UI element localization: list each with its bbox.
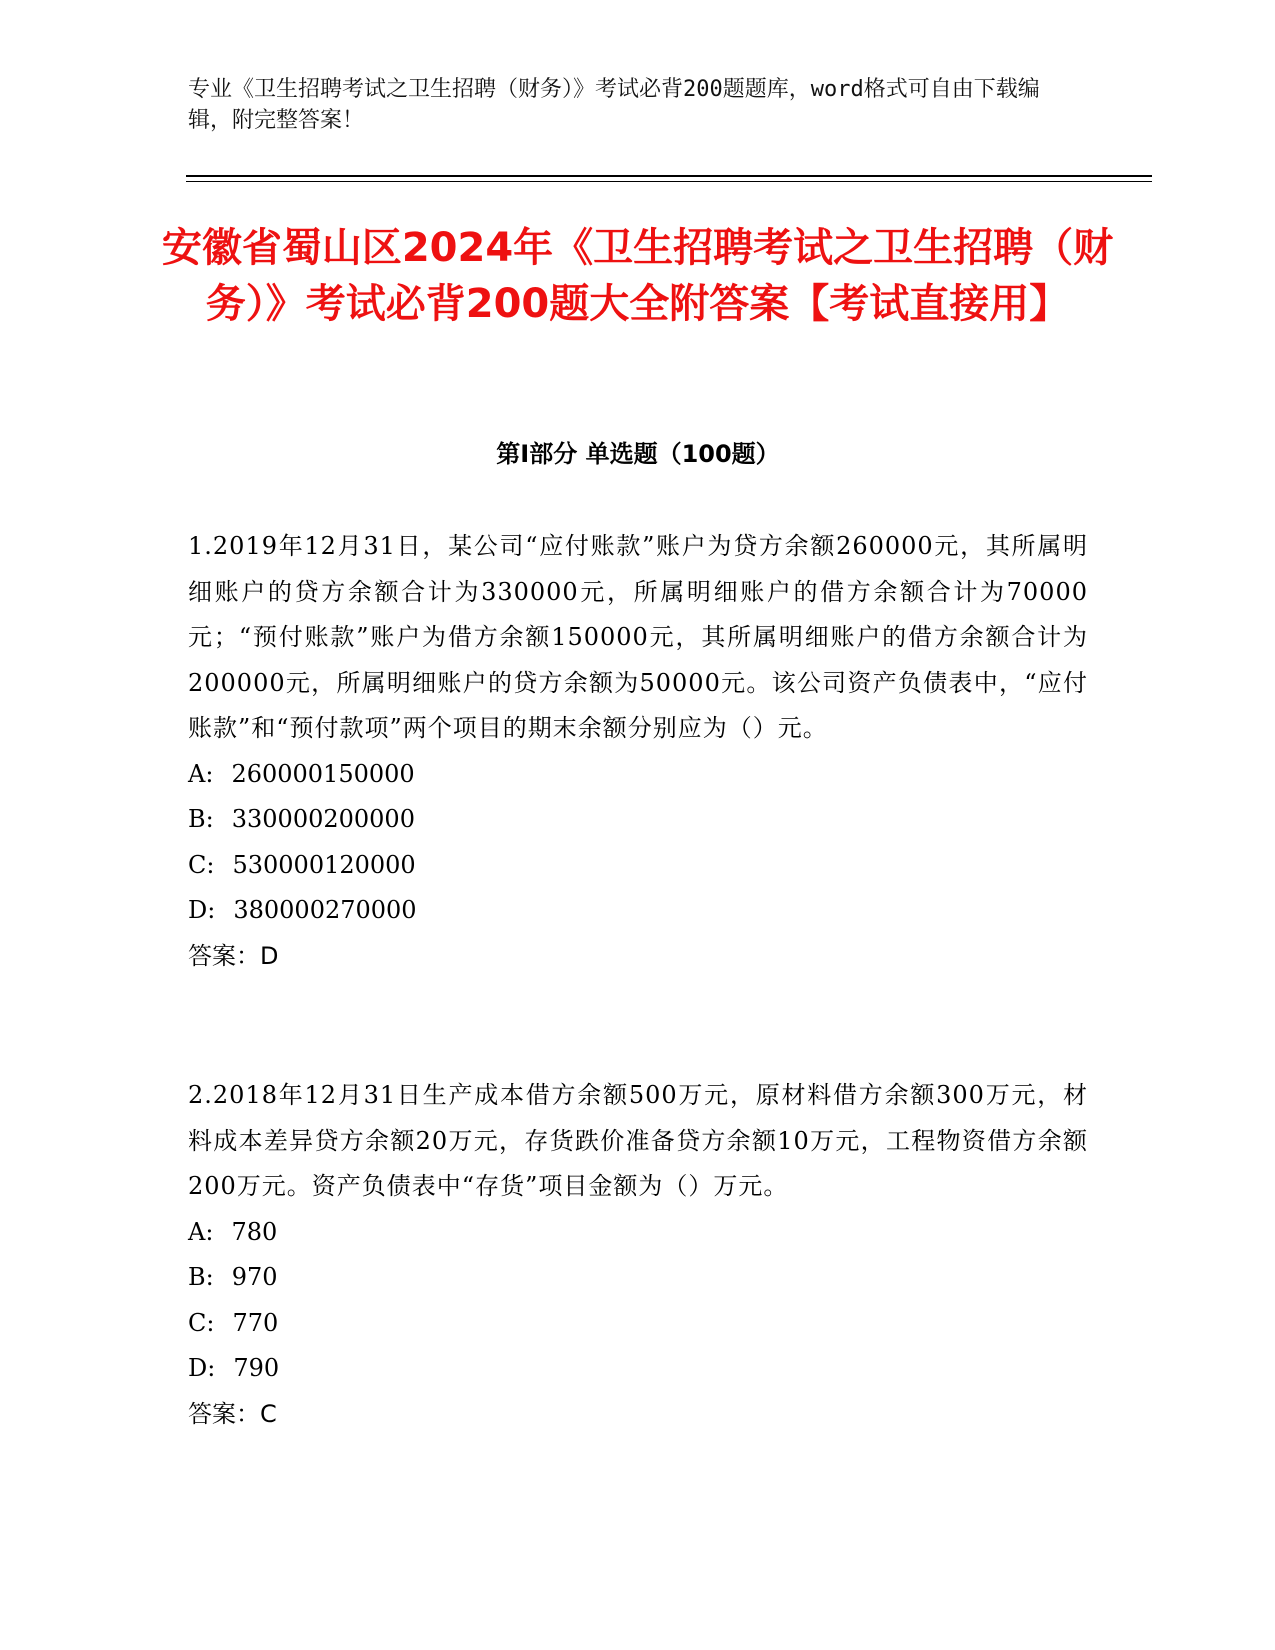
option-sep: :: [205, 805, 214, 833]
option-sep: :: [207, 1354, 216, 1382]
option-key: B: [188, 1263, 206, 1291]
option-d: [188, 888, 1088, 934]
option-sep: :: [205, 759, 214, 788]
option-key: C: [188, 1308, 207, 1337]
option-sep: :: [207, 896, 216, 924]
question-stem: 1.2019年12月31日，某公司“应付账款”账户为贷方余额260000元，其所属明细账户的贷方余额合计为330000元，所属明细账户的借方余额合计为70000元；“预付账款”账户为借方余额150000元，其所属明细账户的借方余额合计为200000元，所属明细账户的贷方余额为50000元。该公司资产负债表中，“应付账款”和“预付款项”两个项目的期末余额分别应为（）元。: [188, 532, 1088, 742]
option-text: 770: [232, 1308, 279, 1337]
option-sep: :: [205, 1263, 214, 1291]
header-note: 专业《卫生招聘考试之卫生招聘（财务）》考试必背200题题库，word格式可自由下载编辑，附完整答案！: [188, 77, 1040, 133]
question-stem: 2.2018年12月31日生产成本借方余额500万元，原材料借方余额300万元，材料成本差异贷方余额20万元，存货跌价准备贷方余额10万元，工程物资借方余额200万元。资产负债表中“存货”项目金额为（）万元。: [188, 1081, 1088, 1200]
option-sep: :: [205, 1217, 214, 1246]
option-b: [188, 1255, 1088, 1301]
option-key: C: [188, 850, 207, 879]
option-sep: :: [206, 1308, 215, 1337]
answer: 答案：C: [188, 1399, 277, 1428]
option-key: B: [188, 805, 206, 833]
option-a: [188, 1210, 1088, 1256]
header-divider-thin: [186, 181, 1152, 182]
answer: 答案：D: [188, 941, 279, 970]
section-title: 第Ⅰ部分 单选题（100题）: [496, 440, 780, 468]
question-1: [188, 524, 1088, 979]
option-sep: :: [206, 850, 215, 879]
option-b: [188, 797, 1088, 843]
option-a: [188, 752, 1088, 798]
option-text: 530000120000: [232, 850, 416, 879]
option-c: [188, 1301, 1088, 1347]
option-text: 780: [231, 1217, 278, 1246]
option-text: 380000270000: [233, 896, 417, 924]
option-text: 970: [231, 1263, 278, 1291]
option-key: D: [188, 896, 208, 924]
question-2: [188, 1073, 1088, 1437]
option-d: [188, 1346, 1088, 1392]
header-divider-thick: [186, 175, 1152, 177]
option-key: A: [188, 1217, 206, 1246]
option-text: 330000200000: [231, 805, 415, 833]
document-title: 安徽省蜀山区2024年《卫生招聘考试之卫生招聘（财务）》考试必背200题大全附答案【考试直接用】: [161, 225, 1114, 327]
option-text: 790: [233, 1354, 280, 1382]
option-key: A: [188, 759, 206, 788]
option-key: D: [188, 1354, 208, 1382]
option-c: [188, 843, 1088, 889]
option-text: 260000150000: [231, 759, 415, 788]
